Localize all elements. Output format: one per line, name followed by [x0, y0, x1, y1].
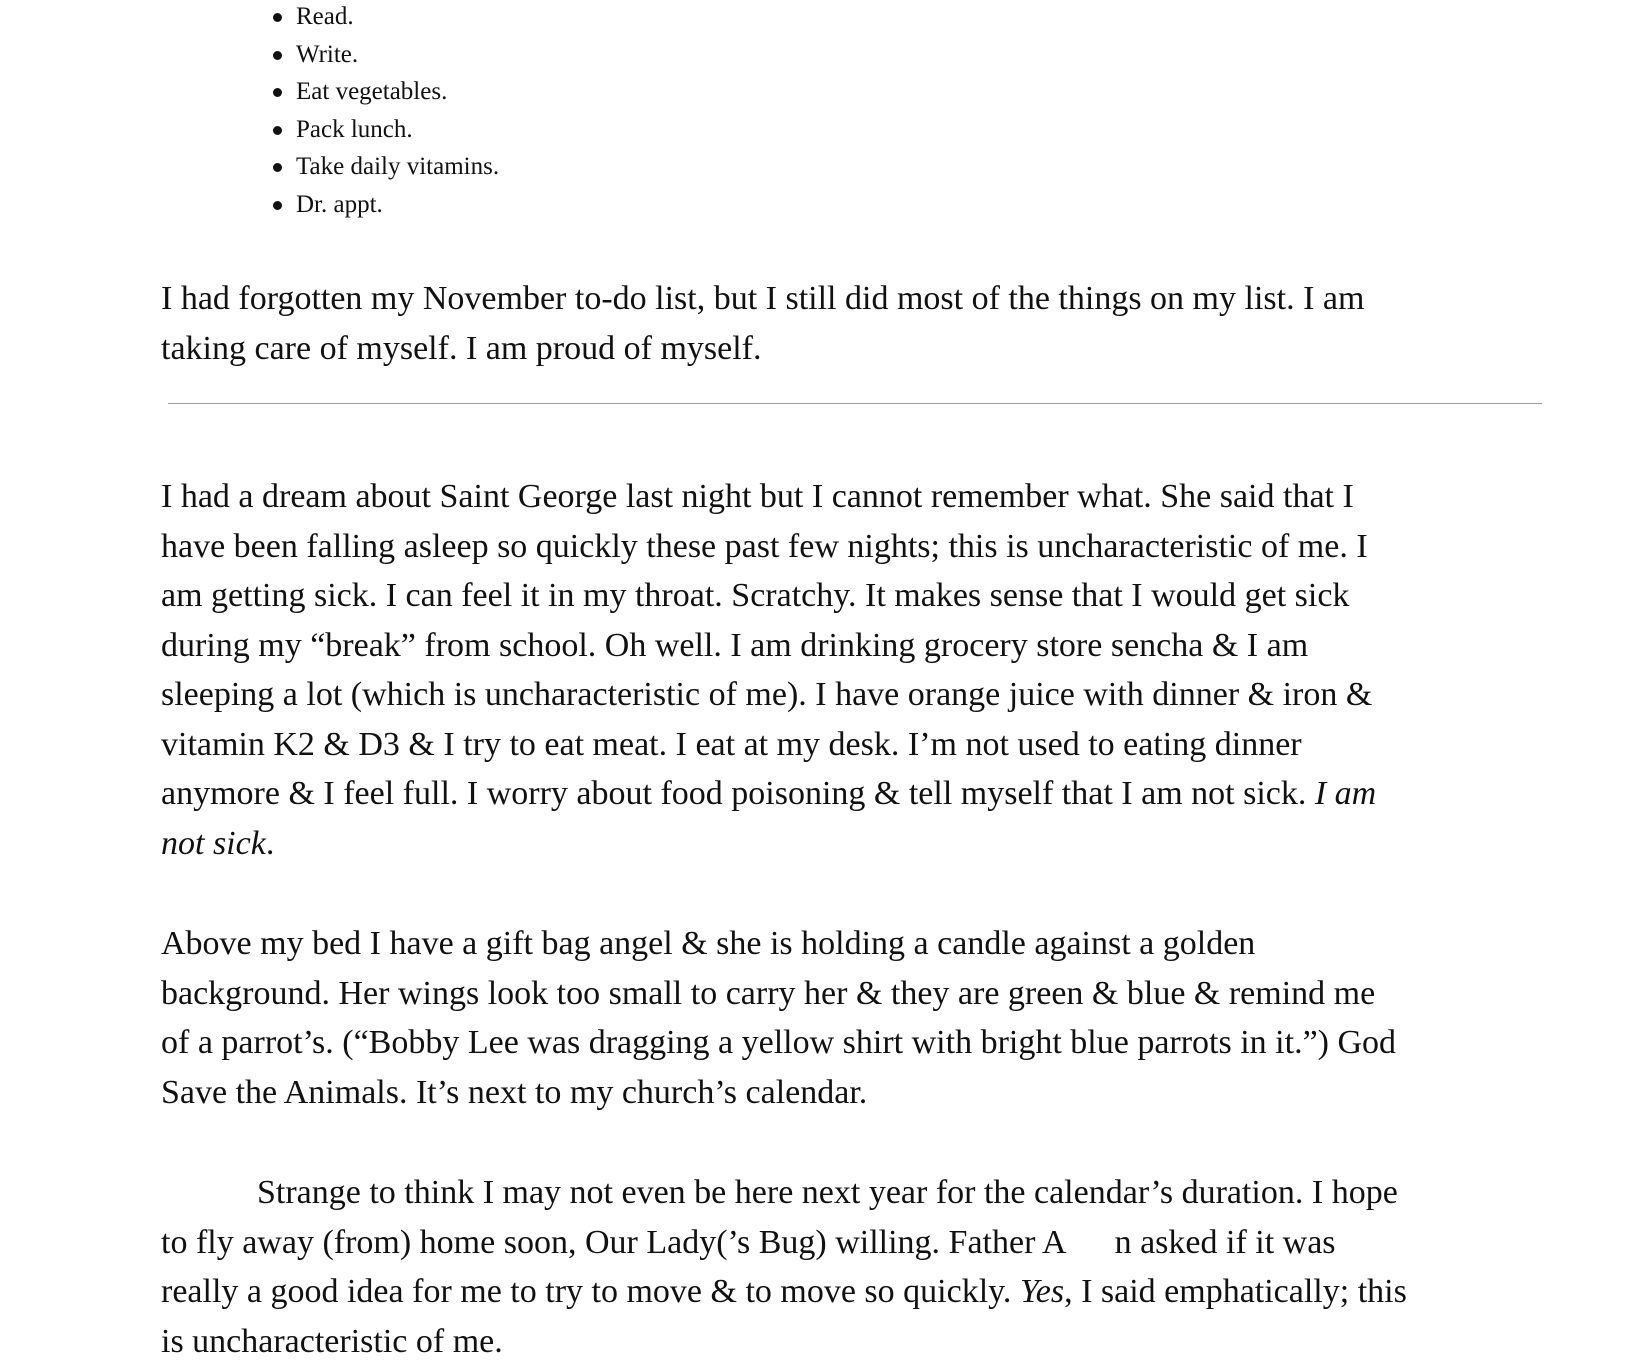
- paragraph-dream: [161, 472, 1541, 868]
- list-item: [270, 36, 499, 74]
- bullet-icon: [273, 13, 282, 22]
- text-line: Above my bed I have a gift bag angel & she is holding a candle against a golden: [161, 919, 1541, 969]
- text-line: [161, 1218, 1541, 1268]
- text-line: background. Her wings look too small to carry her & they are green & blue & remind me: [161, 969, 1541, 1019]
- text-line: during my “break” from school. Oh well. I am drinking grocery store sencha & I am: [161, 621, 1541, 671]
- list-item: [270, 186, 499, 224]
- text-line: have been falling asleep so quickly these past few nights; this is uncharacteristic of me. I: [161, 522, 1541, 572]
- list-item-text: Eat vegetables.: [296, 78, 447, 105]
- text-plain: .: [266, 825, 275, 862]
- text-plain: n asked if it was: [1115, 1224, 1336, 1261]
- paragraph-angel: [161, 919, 1541, 1117]
- text-plain: Strange to think I may not even be here next year for the calendar’s duration. I hope: [257, 1174, 1398, 1211]
- list-item: [270, 0, 499, 36]
- text-plain: , I said emphatically; this: [1064, 1273, 1407, 1310]
- text-line: Save the Animals. It’s next to my church’s calendar.: [161, 1068, 1541, 1118]
- text-line: I had a dream about Saint George last night but I cannot remember what. She said that I: [161, 472, 1541, 522]
- list-item: [270, 148, 499, 186]
- text-line: [161, 769, 1541, 819]
- text-plain: to fly away (from) home soon, Our Lady(’s Bug) willing. Father A: [161, 1224, 1067, 1261]
- list-item: [270, 111, 499, 149]
- todo-list: [270, 0, 499, 223]
- text-line: [161, 1168, 1541, 1218]
- text-line: [161, 1267, 1541, 1317]
- bullet-icon: [273, 163, 282, 172]
- text-italic: not sick: [161, 825, 266, 862]
- bullet-icon: [273, 126, 282, 135]
- text-line: is uncharacteristic of me.: [161, 1317, 1541, 1366]
- list-item: [270, 73, 499, 111]
- text-line: sleeping a lot (which is uncharacteristic of me). I have orange juice with dinner & iron &: [161, 670, 1541, 720]
- text-line: of a parrot’s. (“Bobby Lee was dragging a yellow shirt with bright blue parrots in it.”) God: [161, 1018, 1541, 1068]
- text-italic: I am: [1315, 775, 1376, 812]
- list-item-text: Read.: [296, 3, 354, 30]
- list-item-text: Take daily vitamins.: [296, 153, 499, 180]
- list-item-text: Dr. appt.: [296, 191, 383, 218]
- text-line: [161, 819, 1541, 869]
- text-line: I had forgotten my November to-do list, but I still did most of the things on my list. I am: [161, 274, 1541, 324]
- list-item-text: Write.: [296, 41, 358, 68]
- paragraph-todo-reflection: [161, 274, 1541, 373]
- text-italic: Yes: [1020, 1273, 1064, 1310]
- text-plain: really a good idea for me to try to move & to move so quickly.: [161, 1273, 1020, 1310]
- horizontal-rule: [168, 403, 1542, 404]
- list-item-text: Pack lunch.: [296, 116, 413, 143]
- text-line: taking care of myself. I am proud of myself.: [161, 324, 1541, 374]
- text-line: vitamin K2 & D3 & I try to eat meat. I eat at my desk. I’m not used to eating dinner: [161, 720, 1541, 770]
- bullet-icon: [273, 51, 282, 60]
- bullet-icon: [273, 201, 282, 210]
- bullet-icon: [273, 88, 282, 97]
- paragraph-moving: [161, 1168, 1541, 1366]
- text-line: am getting sick. I can feel it in my throat. Scratchy. It makes sense that I would get sick: [161, 571, 1541, 621]
- text-plain: anymore & I feel full. I worry about food poisoning & tell myself that I am not sick.: [161, 775, 1315, 812]
